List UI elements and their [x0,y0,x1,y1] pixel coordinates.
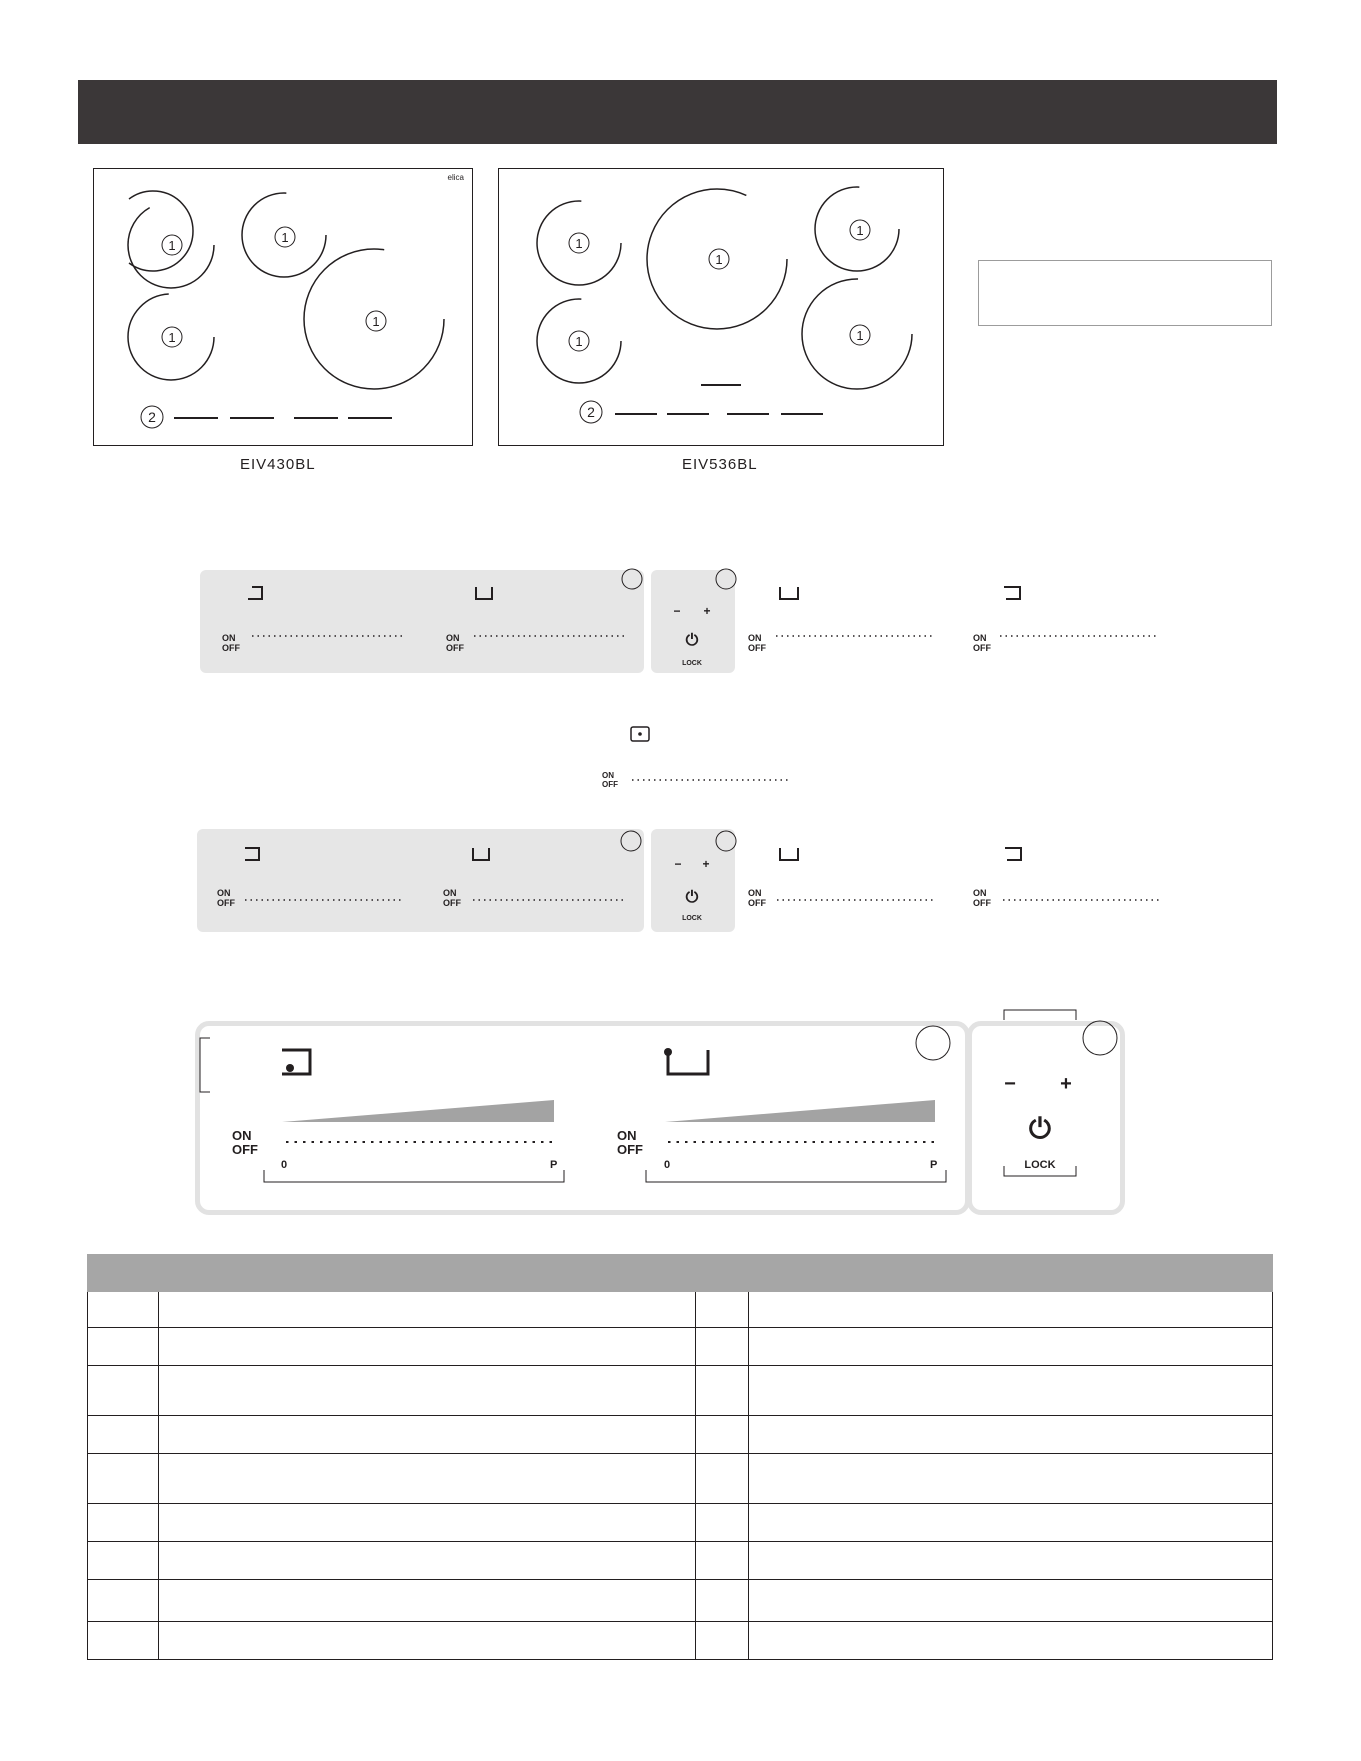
note-box [978,260,1272,326]
svg-text:ON: ON [217,888,231,898]
table-header-left [88,1255,696,1292]
cooktop-zones-eiv430bl [94,169,472,445]
table-header-row [88,1255,1273,1292]
svg-text:OFF: OFF [446,643,464,653]
control-strip-a [200,565,1200,675]
svg-text:ON: ON [602,771,614,780]
detail-panel-graphics [160,990,1220,1230]
svg-text:ON: ON [973,888,987,898]
brand-logo: elica [447,173,464,182]
off-label: OFF [222,643,240,653]
table-row [88,1292,1273,1328]
svg-text:OFF: OFF [748,643,766,653]
parts-table [87,1254,1273,1660]
svg-text:1: 1 [281,230,289,245]
svg-text:⏻: ⏻ [685,889,699,906]
control-strip-extra [600,722,800,802]
svg-text:OFF: OFF [232,1142,258,1157]
svg-text:+: + [703,604,711,618]
svg-text:1: 1 [575,334,583,349]
svg-text:⏻: ⏻ [1028,1113,1052,1144]
model-label-eiv430bl: EIV430BL [240,456,316,473]
svg-text:OFF: OFF [973,643,991,653]
table-row [88,1366,1273,1416]
section-header-bar [78,80,1277,144]
svg-text:ON: ON [446,633,460,643]
svg-text:ON: ON [232,1128,252,1143]
cooktop-diagram-eiv536bl [498,168,944,446]
svg-text:ON: ON [973,633,987,643]
svg-text:0: 0 [281,1159,288,1171]
svg-text:OFF: OFF [748,898,766,908]
svg-text:P: P [930,1159,938,1171]
svg-text:ON: ON [748,633,762,643]
svg-text:LOCK: LOCK [682,915,702,922]
svg-text:2: 2 [587,404,595,420]
svg-text:0: 0 [664,1159,671,1171]
control-strip-b [197,826,1197,936]
svg-text:1: 1 [168,238,176,253]
svg-text:+: + [702,857,710,871]
cooktop-diagram-eiv430bl [93,168,473,446]
table-row [88,1416,1273,1454]
table-header-right [696,1255,1273,1292]
svg-text:LOCK: LOCK [1024,1159,1056,1171]
table-row [88,1542,1273,1580]
cooktop-zones-eiv536bl [499,169,943,445]
svg-text:−: − [673,604,681,618]
svg-text:ON: ON [748,888,762,898]
svg-text:1: 1 [575,236,583,251]
svg-text:1: 1 [856,328,864,343]
svg-text:ON: ON [617,1128,637,1143]
svg-text:OFF: OFF [217,898,235,908]
svg-text:ON: ON [443,888,457,898]
on-label: ON [222,633,236,643]
svg-text:OFF: OFF [617,1142,643,1157]
model-label-eiv536bl: EIV536BL [682,456,758,473]
svg-text:−: − [1004,1073,1016,1095]
svg-text:OFF: OFF [443,898,461,908]
svg-text:+: + [1060,1073,1072,1095]
svg-text:1: 1 [168,330,176,345]
table-row [88,1454,1273,1504]
svg-text:⏻: ⏻ [685,632,699,649]
svg-text:OFF: OFF [602,780,618,789]
svg-text:1: 1 [372,314,380,329]
table-row [88,1328,1273,1366]
svg-text:1: 1 [856,223,864,238]
svg-text:LOCK: LOCK [682,660,702,667]
svg-text:1: 1 [715,252,723,267]
svg-text:OFF: OFF [973,898,991,908]
svg-text:P: P [550,1159,558,1171]
table-row [88,1580,1273,1622]
table-row [88,1622,1273,1660]
table-row [88,1504,1273,1542]
svg-text:2: 2 [148,409,156,425]
svg-text:−: − [674,857,682,871]
